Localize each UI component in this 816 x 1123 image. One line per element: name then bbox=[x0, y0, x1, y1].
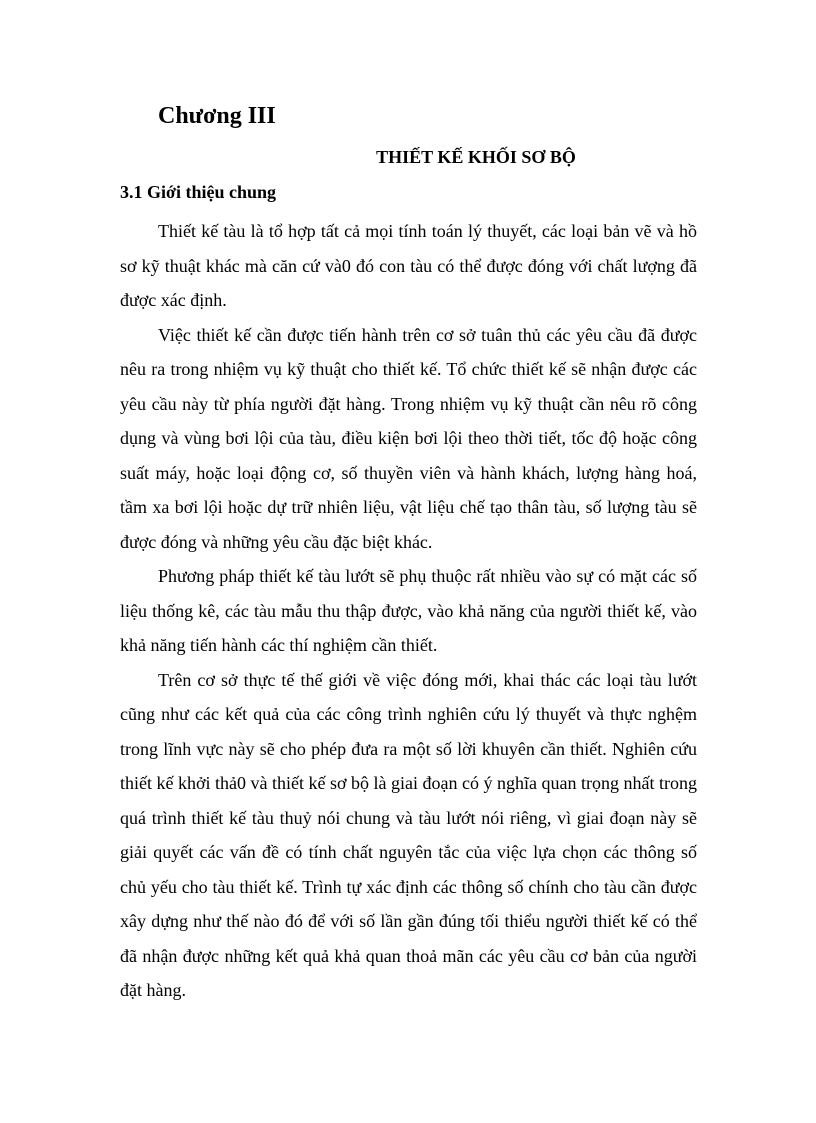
chapter-title: THIẾT KẾ KHỐI SƠ BỘ bbox=[376, 147, 576, 167]
section-heading: 3.1 Giới thiệu chung bbox=[120, 182, 276, 202]
paragraph-1: Thiết kế tàu là tổ hợp tất cả mọi tính toán lý thuyết, các loại bản vẽ và hồ sơ kỹ thuật khác mà căn cứ và0 đó con tàu có thể được đóng với chất lượng đã được xác định. bbox=[120, 221, 697, 310]
paragraph-4: Trên cơ sở thực tế thế giới về việc đóng mới, khai thác các loại tàu lướt cũng như các kết quả của các công trình nghiên cứu lý thuyết và thực nghệm trong lĩnh vực này sẽ cho phép đưa ra một số lời khuyên cần thiết. Nghiên cứu thiết kế khởi thả0 và thiết kế sơ bộ là giai đoạn có ý nghĩa quan trọng nhất trong quá trình thiết kế tàu thuỷ nói chung và tàu lướt nói riêng, vì giai đoạn này sẽ giải quyết các vấn đề có tính chất nguyên tắc của việc lựa chọn các thông số chủ yếu cho tàu thiết kế. Trình tự xác định các thông số chính cho tàu cần được xây dựng như thế nào đó để với số lần gần đúng tối thiểu người thiết kế có thể đã nhận được những kết quả khả quan thoả mãn các yêu cầu cơ bản của người đặt hàng. bbox=[120, 669, 697, 1000]
paragraph-3: Phương pháp thiết kế tàu lướt sẽ phụ thuộc rất nhiều vào sự có mặt các số liệu thống kê, các tàu mẫu thu thập được, vào khả năng của người thiết kế, vào khả năng tiến hành các thí nghiệm cần thiết. bbox=[120, 566, 697, 655]
body-text bbox=[120, 214, 697, 1008]
paragraph-2: Việc thiết kế cần được tiến hành trên cơ sở tuân thủ các yêu cầu đã được nêu ra trong nhiệm vụ kỹ thuật cho thiết kế. Tổ chức thiết kế sẽ nhận được các yêu cầu này từ phía người đặt hàng. Trong nhiệm vụ kỹ thuật cần nêu rõ công dụng và vùng bơi lội của tàu, điều kiện bơi lội theo thời tiết, tốc độ hoặc công suất máy, hoặc loại động cơ, số thuyền viên và hành khách, lượng hàng hoá, tầm xa bơi lội hoặc dự trữ nhiên liệu, vật liệu chế tạo thân tàu, số lượng tàu sẽ được đóng và những yêu cầu đặc biệt khác. bbox=[120, 324, 697, 552]
chapter-label: Chương III bbox=[158, 103, 276, 129]
